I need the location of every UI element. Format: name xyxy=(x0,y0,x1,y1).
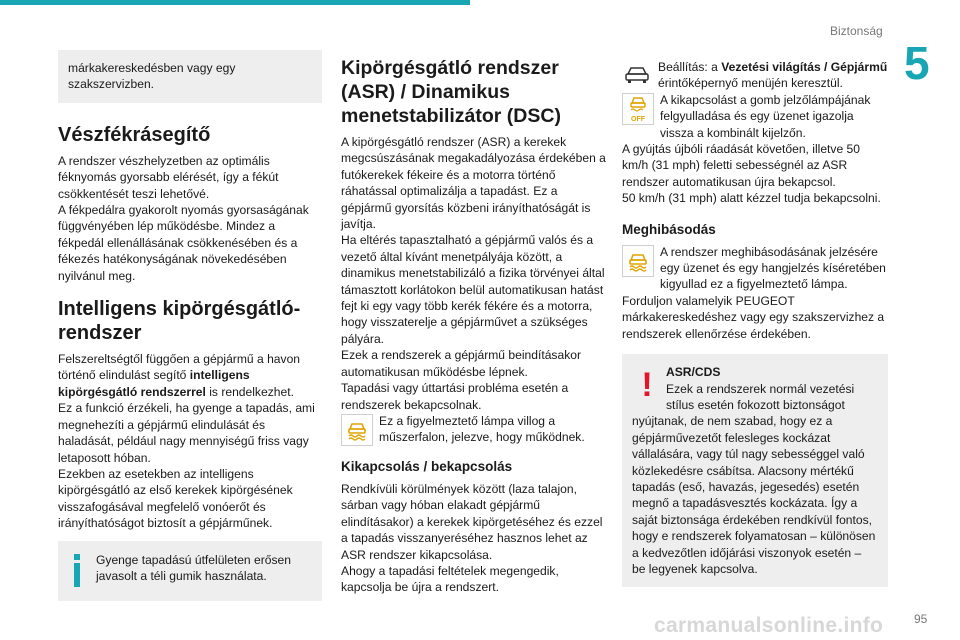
heading-off-on: Kikapcsolás / bekapcsolás xyxy=(341,458,513,474)
exclamation-icon: ! xyxy=(641,366,653,405)
heading-malfunction: Meghibásodás xyxy=(622,221,716,237)
brake-para-2: A fékpedálra gyakorolt nyomás gyorsaságának függvényében lép működésbe. Mindez a fékpedál ellenállásának csökkenésében és a fékezés hatékonyságának növekedésében nyilvánul meg. xyxy=(58,203,309,283)
skid-warning-lamp-icon xyxy=(341,414,373,446)
settings-text: Beállítás: a Vezetési világítás / Gépjármű érintőképernyő menüjén keresztül. xyxy=(658,60,888,91)
asr-off-lamp-icon xyxy=(622,93,654,125)
asr-para-2: Ha eltérés tapasztalható a gépjármű valós és a vezető által kívánt menetpályája között, a dinamikus menetstabilizáló a fizika törvényei által támasztott korlátokon belül automatikusan hatást fejt ki egy vagy több kerék fékére és a motorra, hogy visszaterelje a gépjárművet a szükséges pályára. xyxy=(341,233,605,346)
asr-para-3: Ezek a rendszerek a gépjármű beindításakor automatikusan működésbe lépnek. xyxy=(341,348,581,379)
warning-text: Ezek a rendszerek normál vezetési stílus esetén fokozott biztonságot nyújtanak, de nem szabad, hogy ez a gépjárművezetőt felesleges kockázat vállalására, vagy túl nagy sebességgel való közlekedésre csábítsa. Alacsony mértékű tapadás (eső, havazás, jegesedés) esetén megnő a tapadásvesztés kockázata. Így a saját biztonsága érdekében rendkívül fontos, hogy e rendszerek folyamatosan – különösen a kedvezőtlen időjárási viszonyok esetén – be legyenek kapcsolva. xyxy=(632,381,876,576)
column-left xyxy=(58,50,322,601)
column-middle xyxy=(341,56,606,596)
column-right xyxy=(622,59,888,587)
page-number: 95 xyxy=(914,612,928,626)
asr-para-1: A kipörgésgátló rendszer (ASR) a kerekek megcsúszásának megakadályozása érdekében a futókerekek fékeire és a motorra történő ráhatással optimalizálja a tapadást. Ez a gépjármű gyorsítás közbeni irányíthatóságát is javítja. xyxy=(341,135,606,232)
car-settings-icon xyxy=(622,60,652,90)
ig-para-1: Felszereltségtől függően a gépjármű a havon történő elindulást segítő intelligens kipörgésgátló rendszerrel is rendelkezhet. xyxy=(58,352,301,399)
fault-para-2: Forduljon valamelyik PEUGEOT márkakereskedéshez vagy egy szakszervizhez a rendszerek ellenőrzése érdekében. xyxy=(622,293,885,341)
heading-asr-dsc: Kipörgésgátló rendszer (ASR) / Dinamikus menetstabilizátor (DSC) xyxy=(341,57,561,127)
warning-title: ASR/CDS xyxy=(666,365,721,380)
fault-text: A rendszer meghibásodásának jelzésére egy üzenet és egy hangjelzés kíséretében kigyullad ez a figyelmeztető lámpa. xyxy=(660,244,886,292)
onoff-para-1: Rendkívüli körülmények között (laza talajon, sárban vagy hóban elakadt gépjármű elindításakor) a kerekek kipörgetéséhez és ezzel a tapadás visszanyeréséhez hasznos lehet az ASR rendszer kikapcsolása. xyxy=(341,481,603,562)
settings-row xyxy=(622,59,888,92)
info-note-box xyxy=(58,541,322,601)
ig-para-2: Ez a funkció érzékeli, ha gyenge a tapadás, ami megnehezíti a gépjármű elindulását és haladását, például nagy mennyiségű friss vagy letaposott hóban. xyxy=(58,401,315,465)
reactivate-para-2: 50 km/h (31 mph) alatt kézzel tudja bekapcsolni. xyxy=(622,191,881,206)
lamp-row xyxy=(341,413,606,446)
ig-para-3: Ezekben az esetekben az intelligens kipörgésgátló az első kerekek kipörgésének visszafogásával megfelelő vonóerőt és irányíthatóságot biztosít a gépjárműnek. xyxy=(58,466,293,531)
chapter-number: 5 xyxy=(904,37,930,89)
lamp-text: Ez a figyelmeztető lámpa villog a műszerfalon, jelezve, hogy működnek. xyxy=(379,413,585,445)
watermark: carmanualsonline.info xyxy=(654,614,884,637)
top-accent-bar xyxy=(0,0,470,5)
info-note-text: Gyenge tapadású útfelületen erősen javasolt a téli gumik használata. xyxy=(96,552,291,583)
heading-intelligent-traction: Intelligens kipörgésgátló-rendszer xyxy=(58,298,301,345)
off-text: A kikapcsolást a gomb jelzőlámpájának felgyulladása és egy üzenet igazolja vissza a kombinált kijelzőn. xyxy=(660,92,871,140)
onoff-para-2: Ahogy a tapadási feltételek megengedik, kapcsolja be újra a rendszert. xyxy=(341,563,559,595)
warning-box xyxy=(622,354,888,587)
off-row xyxy=(622,92,888,141)
brake-para-1: A rendszer vészhelyzetben az optimális féknyomás gyorsabb elérését, így a fékút csökkentését teszi lehetővé. xyxy=(58,153,279,201)
heading-brake-assist: Vészfékrásegítő xyxy=(58,123,211,146)
info-icon xyxy=(68,552,86,590)
asr-para-4: Tapadási vagy úttartási probléma esetén a rendszerek bekapcsolnak. xyxy=(341,381,569,412)
svg-text:OFF: OFF xyxy=(631,115,645,123)
note-box-top xyxy=(58,50,322,103)
section-title: Biztonság xyxy=(830,24,883,38)
fault-lamp-icon xyxy=(622,245,654,277)
note-top-text: márkakereskedésben vagy egy szakszervizben. xyxy=(68,61,236,92)
reactivate-para-1: A gyújtás újbóli ráadását követően, illetve 50 km/h (31 mph) feletti sebességnél az ASR rendszer automatikusan újra bekapcsol. xyxy=(622,142,860,189)
fault-row xyxy=(622,244,888,293)
